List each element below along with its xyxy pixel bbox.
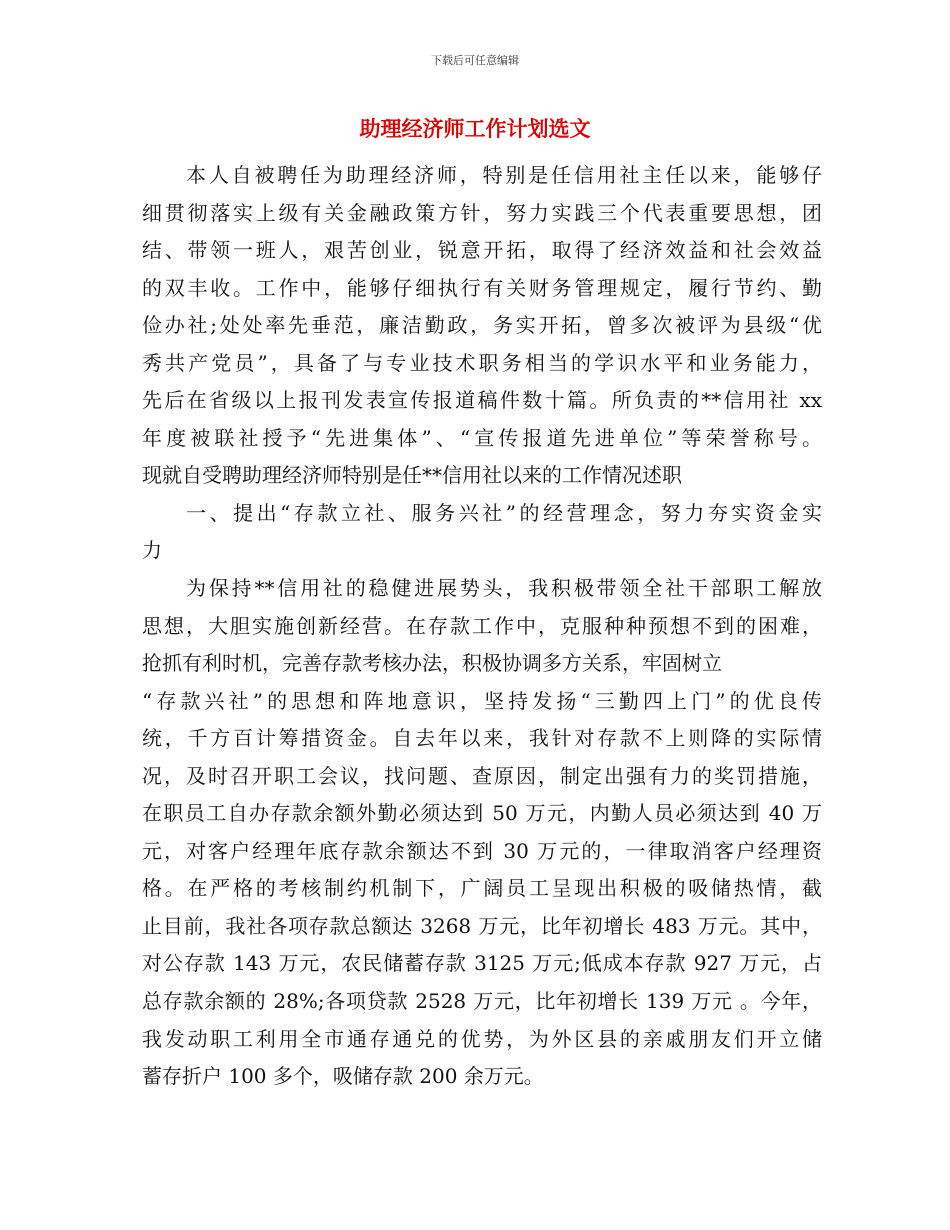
text-line: 结、带领一班人，艰苦创业，锐意开拓，取得了经济效益和社会效益 — [142, 238, 822, 263]
text-line: 统，千方百计筹措资金。自去年以来，我针对存款不上则降的实际情 — [142, 726, 822, 751]
text-line: 为保持**信用社的稳健进展势头，我积极带领全社干部职工解放 — [186, 576, 822, 601]
text-line: 蓄存折户 100 多个，吸储存款 200 余万元。 — [142, 1064, 544, 1089]
document-title: 助理经济师工作计划选文 — [359, 117, 591, 141]
document-body — [142, 157, 822, 1096]
text-line: 对公存款 143 万元，农民储蓄存款 3125 万元;低成本存款 927 万元，占 — [142, 951, 822, 976]
section-heading-line: 一、提出“存款立社、服务兴社”的经营理念，努力夯实资金实 — [186, 500, 822, 525]
text-line: 现就自受聘助理经济师特别是任**信用社以来的工作情况述职 — [142, 463, 682, 488]
text-line: 秀共产党员”，具备了与专业技术职务相当的学识水平和业务能力， — [142, 350, 822, 375]
text-line: 我发动职工利用全市通存通兑的优势，为外区县的亲戚朋友们开立储 — [142, 1026, 822, 1051]
text-line: 元，对客户经理年底存款余额达不到 30 万元的，一律取消客户经理资 — [142, 838, 822, 863]
section-heading-line: 力 — [142, 538, 162, 563]
text-line: 抢抓有利时机，完善存款考核办法，积极协调多方关系，牢固树立 — [142, 651, 722, 676]
header-note: 下载后可任意编辑 — [431, 54, 519, 67]
text-line: 细贯彻落实上级有关金融政策方针，努力实践三个代表重要思想，团 — [142, 200, 822, 225]
text-line: 俭办社;处处率先垂范，廉洁勤政，务实开拓，曾多次被评为县级“优 — [142, 313, 822, 338]
text-line: 年度被联社授予“先进集体”、“宣传报道先进单位”等荣誉称号。 — [142, 425, 822, 450]
text-line: 况，及时召开职工会议，找问题、查原因，制定出强有力的奖罚措施， — [142, 763, 822, 788]
text-line: 先后在省级以上报刊发表宣传报道稿件数十篇。所负责的**信用社 xx — [142, 388, 822, 413]
text-line: 思想，大胆实施创新经营。在存款工作中，克服种种预想不到的困难， — [142, 613, 822, 638]
text-line: 的双丰收。工作中，能够仔细执行有关财务管理规定，履行节约、勤 — [142, 275, 822, 300]
text-line: 本人自被聘任为助理经济师，特别是任信用社主任以来，能够仔 — [186, 163, 822, 187]
text-line: 在职员工自办存款余额外勤必须达到 50 万元，内勤人员必须达到 40 万 — [142, 801, 822, 826]
text-line: 止目前，我社各项存款总额达 3268 万元，比年初增长 483 万元。其中， — [142, 913, 822, 938]
text-line: “存款兴社”的思想和阵地意识，坚持发扬“三勤四上门”的优良传 — [142, 688, 822, 713]
text-line: 格。在严格的考核制约机制下，广阔员工呈现出积极的吸储热情，截 — [142, 876, 822, 901]
text-line: 总存款余额的 28%;各项贷款 2528 万元，比年初增长 139 万元 。今年， — [142, 989, 822, 1014]
